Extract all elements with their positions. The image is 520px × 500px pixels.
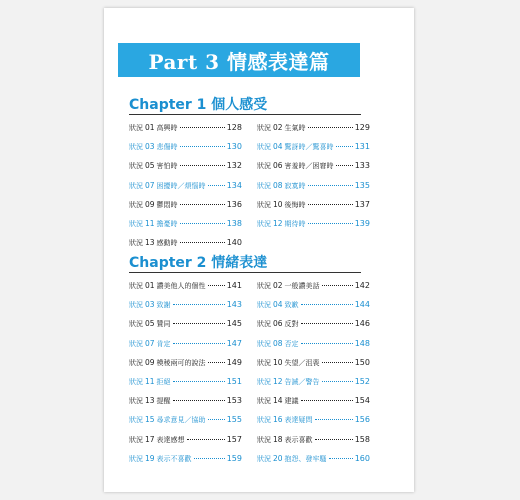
toc-entry <box>257 218 370 230</box>
toc-entry-label: 致歉 <box>284 301 299 310</box>
toc-entry <box>129 414 242 426</box>
toc-entry-page-number: 156 <box>354 415 370 425</box>
toc-leader-dots <box>322 285 353 286</box>
toc-entry-prefix: 狀況 <box>129 162 143 171</box>
toc-entry-prefix: 狀況 <box>129 339 143 348</box>
toc-entry-page-number: 137 <box>354 199 370 209</box>
toc-entry <box>129 376 242 388</box>
toc-entry <box>257 434 370 446</box>
toc-entry-number: 20 <box>273 453 283 463</box>
toc-entry-prefix: 狀況 <box>257 454 271 463</box>
toc-entry-number: 19 <box>145 453 155 463</box>
toc-entry-label: 期待時 <box>284 220 306 228</box>
toc-entry-page-number: 159 <box>226 453 242 463</box>
toc-leader-dots <box>187 439 225 440</box>
toc-entry-label: 悲傷時 <box>156 143 178 152</box>
toc-entry-page-number: 131 <box>354 142 370 152</box>
toc-entry <box>129 122 242 134</box>
toc-leader-dots <box>336 146 353 147</box>
toc-entry-label: 贊同 <box>156 320 171 329</box>
toc-entry-page-number: 139 <box>354 219 370 228</box>
toc-entry-prefix: 狀況 <box>257 339 271 348</box>
toc-entry-label: 表示不喜歡 <box>156 454 192 463</box>
toc-entry-prefix: 狀況 <box>257 162 271 171</box>
toc-entry-label: 抱怨、發牢騷 <box>284 454 327 463</box>
toc-entry-prefix: 狀況 <box>257 320 271 329</box>
toc-leader-dots <box>308 223 353 224</box>
toc-entry-label: 高興時 <box>156 124 178 132</box>
toc-entry-page-number: 130 <box>226 142 242 152</box>
toc-leader-dots <box>301 343 353 344</box>
toc-entry <box>129 395 242 407</box>
toc-entry-prefix: 狀況 <box>129 301 143 310</box>
toc-entry-number: 06 <box>273 319 283 329</box>
toc-entry <box>257 376 370 388</box>
toc-entry-label: 告誡／警告 <box>284 378 320 386</box>
toc-entry-page-number: 136 <box>226 199 242 209</box>
toc-entry-label: 害怕時 <box>156 162 178 171</box>
toc-leader-dots <box>208 419 225 420</box>
toc-entry-prefix: 狀況 <box>129 143 143 152</box>
toc-entry-label: 致謝 <box>156 301 171 310</box>
toc-entry-page-number: 153 <box>226 396 242 406</box>
toc-entry-number: 11 <box>145 377 155 386</box>
toc-entry-page-number: 129 <box>354 123 370 132</box>
toc-entry-prefix: 狀況 <box>257 200 271 209</box>
toc-entry-page-number: 138 <box>226 219 242 228</box>
toc-entry-label: 一般讚美話 <box>284 282 320 290</box>
toc-entry-page-number: 144 <box>354 300 370 310</box>
toc-entry-prefix: 狀況 <box>257 124 271 132</box>
toc-leader-dots <box>173 381 225 382</box>
toc-entry <box>257 122 370 134</box>
chapter-1-title: Chapter 1 個人感受 <box>129 97 268 113</box>
toc-entry-number: 09 <box>145 357 155 367</box>
toc-entry-number: 10 <box>273 357 283 367</box>
toc-entry-page-number: 135 <box>354 180 370 190</box>
toc-entry <box>129 180 242 192</box>
toc-entry-prefix: 狀況 <box>129 416 143 425</box>
toc-entry <box>257 414 370 426</box>
toc-entry-label: 尋求意見／協助 <box>156 416 206 425</box>
toc-entry-number: 10 <box>273 199 283 209</box>
toc-entry <box>257 318 370 330</box>
book-page <box>104 8 414 492</box>
chapter-1-divider <box>129 114 361 115</box>
toc-entry-number: 08 <box>273 338 283 348</box>
toc-entry-label: 拒絕 <box>156 378 171 386</box>
chapter-2-title: Chapter 2 情緒表達 <box>129 255 268 271</box>
toc-entry-number: 15 <box>145 415 155 425</box>
toc-entry-number: 12 <box>273 377 283 386</box>
toc-entry-number: 09 <box>145 199 155 209</box>
toc-leader-dots <box>173 304 225 305</box>
toc-entry <box>129 160 242 172</box>
toc-entry-number: 07 <box>145 338 155 348</box>
toc-leader-dots <box>315 439 353 440</box>
toc-entry-number: 06 <box>273 161 283 171</box>
toc-entry <box>129 237 242 249</box>
toc-entry <box>257 180 370 192</box>
toc-entry <box>257 357 370 369</box>
toc-leader-dots <box>180 165 225 166</box>
toc-entry-prefix: 狀況 <box>257 143 271 152</box>
toc-entry-label: 表達疑問 <box>284 416 313 425</box>
toc-entry <box>129 299 242 311</box>
toc-entry-prefix: 狀況 <box>129 320 143 329</box>
toc-leader-dots <box>180 223 225 224</box>
toc-entry <box>257 338 370 350</box>
toc-entry-prefix: 狀況 <box>257 416 271 425</box>
toc-entry-number: 02 <box>273 123 283 132</box>
toc-entry-page-number: 147 <box>226 338 242 348</box>
toc-entry-prefix: 狀況 <box>257 358 271 367</box>
toc-entry-prefix: 狀況 <box>257 282 271 290</box>
toc-leader-dots <box>308 127 353 128</box>
toc-entry-number: 01 <box>145 281 155 290</box>
toc-entry-page-number: 154 <box>354 396 370 406</box>
toc-leader-dots <box>322 381 353 382</box>
toc-entry-number: 13 <box>145 238 155 248</box>
toc-leader-dots <box>194 458 225 459</box>
toc-entry-label: 模稜兩可的說法 <box>156 358 206 367</box>
toc-entry-prefix: 狀況 <box>129 239 143 248</box>
toc-leader-dots <box>308 204 353 205</box>
toc-entry-number: 16 <box>273 415 283 425</box>
toc-entry <box>129 338 242 350</box>
toc-entry-page-number: 150 <box>354 357 370 367</box>
toc-leader-dots <box>301 304 353 305</box>
toc-entry <box>129 318 242 330</box>
toc-leader-dots <box>329 458 353 459</box>
chapter-2-divider <box>129 272 361 273</box>
toc-entry-number: 05 <box>145 161 155 171</box>
toc-entry-number: 12 <box>273 219 283 228</box>
toc-entry-page-number: 143 <box>226 300 242 310</box>
toc-leader-dots <box>173 323 225 324</box>
toc-entry-number: 11 <box>145 219 155 228</box>
toc-leader-dots <box>173 400 225 401</box>
toc-entry <box>257 141 370 153</box>
toc-entry <box>129 218 242 230</box>
toc-entry-label: 讚美他人的個性 <box>156 282 206 290</box>
toc-entry-label: 肯定 <box>156 339 171 348</box>
toc-entry-page-number: 140 <box>226 238 242 248</box>
toc-entry-label: 害羞時／困窘時 <box>284 162 334 171</box>
toc-entry-prefix: 狀況 <box>129 378 143 386</box>
toc-entry <box>257 199 370 211</box>
toc-entry <box>129 453 242 465</box>
toc-entry-number: 05 <box>145 319 155 329</box>
toc-entry-prefix: 狀況 <box>257 301 271 310</box>
toc-entry-prefix: 狀況 <box>257 220 271 228</box>
toc-entry-prefix: 狀況 <box>129 200 143 209</box>
toc-leader-dots <box>336 165 353 166</box>
toc-entry-label: 反對 <box>284 320 299 329</box>
toc-entry-number: 01 <box>145 123 155 132</box>
toc-entry-number: 08 <box>273 180 283 190</box>
toc-entry-number: 17 <box>145 434 155 444</box>
toc-entry <box>257 395 370 407</box>
toc-entry-prefix: 狀況 <box>129 435 143 444</box>
toc-leader-dots <box>180 146 225 147</box>
toc-entry-label: 失望／沮喪 <box>284 358 320 367</box>
toc-leader-dots <box>301 400 353 401</box>
toc-leader-dots <box>208 285 225 286</box>
toc-entry <box>129 434 242 446</box>
toc-leader-dots <box>208 362 225 363</box>
toc-entry-number: 02 <box>273 281 283 290</box>
toc-entry <box>129 357 242 369</box>
toc-leader-dots <box>208 185 225 186</box>
toc-entry-page-number: 146 <box>354 319 370 329</box>
toc-entry-label: 困擾時／煩惱時 <box>156 181 206 190</box>
toc-entry <box>257 299 370 311</box>
toc-entry-page-number: 160 <box>354 453 370 463</box>
toc-entry-number: 03 <box>145 300 155 310</box>
toc-entry-page-number: 145 <box>226 319 242 329</box>
toc-entry-page-number: 142 <box>354 281 370 290</box>
toc-entry-page-number: 132 <box>226 161 242 171</box>
toc-leader-dots <box>180 127 225 128</box>
toc-entry-label: 建議 <box>284 397 299 406</box>
toc-entry-number: 07 <box>145 180 155 190</box>
toc-entry-prefix: 狀況 <box>257 378 271 386</box>
toc-entry-number: 04 <box>273 300 283 310</box>
toc-entry-prefix: 狀況 <box>257 397 271 406</box>
toc-entry-page-number: 152 <box>354 377 370 386</box>
toc-entry-prefix: 狀況 <box>129 124 143 132</box>
toc-leader-dots <box>301 323 353 324</box>
toc-entry-page-number: 128 <box>226 123 242 132</box>
toc-entry-page-number: 155 <box>226 415 242 425</box>
toc-entry-page-number: 133 <box>354 161 370 171</box>
toc-entry-page-number: 148 <box>354 338 370 348</box>
toc-entry-page-number: 141 <box>226 281 242 290</box>
part-title-banner: Part 3 情感表達篇 <box>118 43 360 77</box>
toc-entry-number: 18 <box>273 434 283 444</box>
toc-entry <box>129 280 242 292</box>
toc-entry-label: 擔憂時 <box>156 220 178 228</box>
toc-entry <box>257 160 370 172</box>
toc-entry <box>129 199 242 211</box>
toc-entry-label: 鬱悶時 <box>156 200 178 209</box>
toc-entry-page-number: 158 <box>354 434 370 444</box>
toc-entry-prefix: 狀況 <box>129 358 143 367</box>
toc-entry-label: 提醒 <box>156 397 171 406</box>
toc-entry-page-number: 149 <box>226 357 242 367</box>
toc-entry-label: 寂寞時 <box>284 181 306 190</box>
toc-entry-label: 後悔時 <box>284 200 306 209</box>
toc-leader-dots <box>308 185 353 186</box>
toc-entry <box>257 453 370 465</box>
toc-entry-label: 表達感想 <box>156 435 185 444</box>
toc-entry-prefix: 狀況 <box>129 181 143 190</box>
toc-entry-number: 13 <box>145 396 155 406</box>
toc-entry <box>257 280 370 292</box>
toc-entry-label: 否定 <box>284 339 299 348</box>
toc-entry-page-number: 134 <box>226 180 242 190</box>
toc-entry-page-number: 157 <box>226 434 242 444</box>
toc-entry-prefix: 狀況 <box>129 397 143 406</box>
toc-entry-label: 生氣時 <box>284 124 306 132</box>
toc-entry-number: 04 <box>273 142 283 152</box>
toc-entry-prefix: 狀況 <box>257 435 271 444</box>
toc-entry-label: 感動時 <box>156 239 178 248</box>
toc-leader-dots <box>315 419 353 420</box>
toc-entry-label: 驚訝時／驚喜時 <box>284 143 334 152</box>
toc-entry-page-number: 151 <box>226 377 242 386</box>
toc-leader-dots <box>180 242 225 243</box>
toc-leader-dots <box>322 362 353 363</box>
toc-entry-label: 表示喜歡 <box>284 435 313 444</box>
toc-entry-number: 14 <box>273 396 283 406</box>
toc-leader-dots <box>180 204 225 205</box>
toc-leader-dots <box>173 343 225 344</box>
toc-entry-prefix: 狀況 <box>257 181 271 190</box>
toc-entry-prefix: 狀況 <box>129 220 143 228</box>
toc-entry-prefix: 狀況 <box>129 282 143 290</box>
toc-entry <box>129 141 242 153</box>
toc-entry-prefix: 狀況 <box>129 454 143 463</box>
toc-entry-number: 03 <box>145 142 155 152</box>
